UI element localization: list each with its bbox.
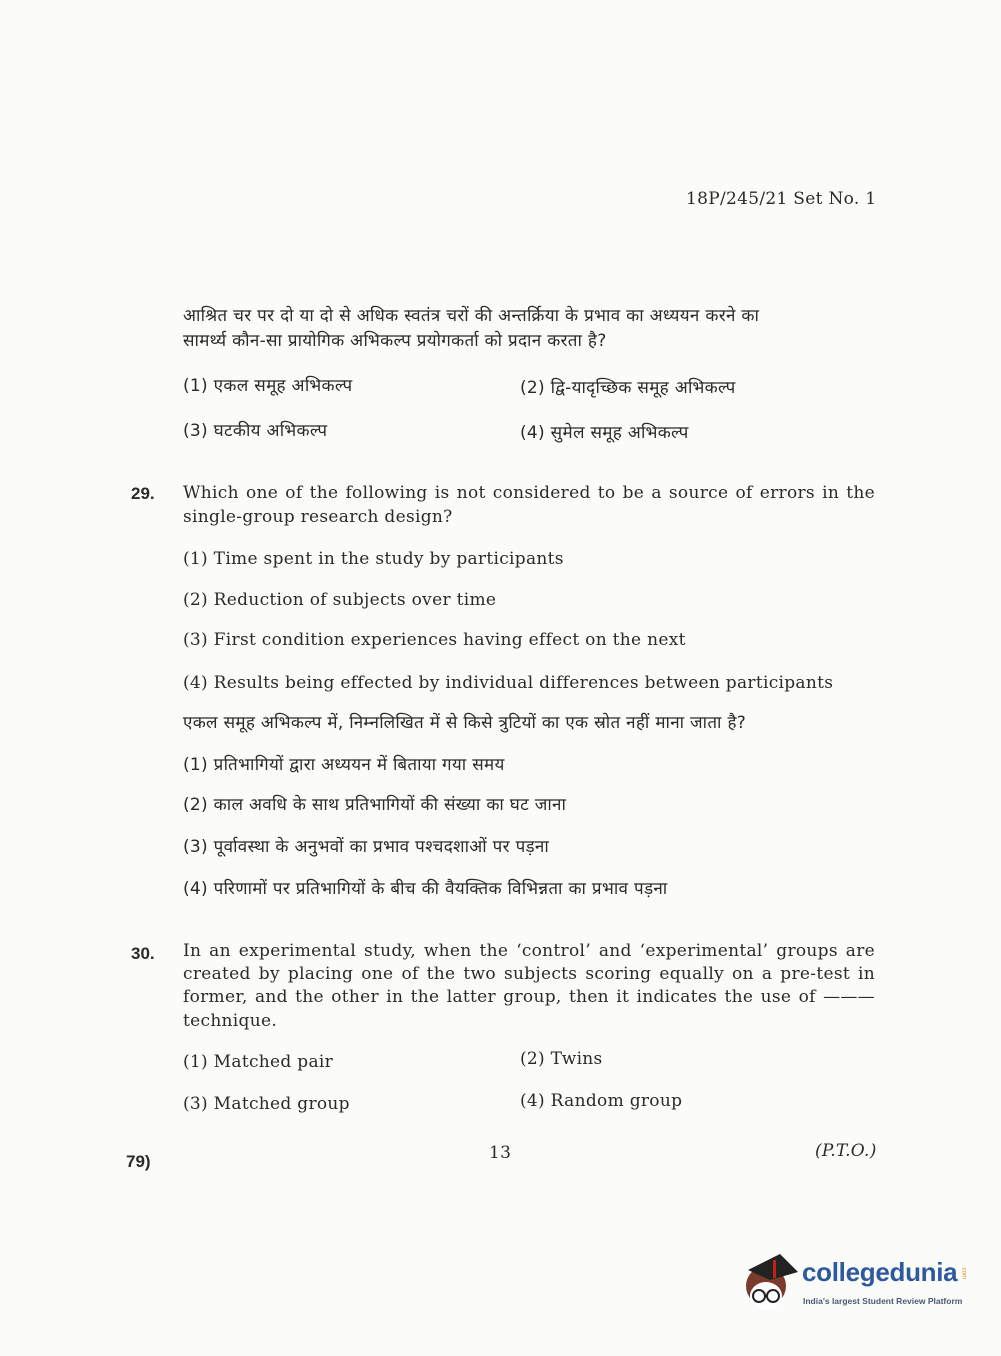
q29-line-1: Which one of the following is not considered to be a source of errors in the	[183, 483, 875, 503]
logo-brand-row	[802, 1256, 966, 1288]
q28-hindi-line-1: आश्रित चर पर दो या दो से अधिक स्वतंत्र चरों की अन्तर्क्रिया के प्रभाव का अध्ययन करने का	[183, 306, 760, 326]
q29-number: 29.	[131, 484, 155, 503]
q29-hindi-option-1: (1) प्रतिभागियों द्वारा अध्ययन में बिताया गया समय	[183, 755, 505, 775]
q29-option-1: (1) Time spent in the study by participants	[183, 549, 564, 569]
q30-number: 30.	[131, 944, 155, 963]
q29-option-4: (4) Results being effected by individual differences between participants	[183, 673, 834, 693]
q30-option-3: (3) Matched group	[183, 1094, 350, 1114]
q30-option-2: (2) Twins	[520, 1049, 603, 1069]
q28-hindi-option-1: (1) एकल समूह अभिकल्प	[183, 376, 353, 396]
q29-option-2: (2) Reduction of subjects over time	[183, 590, 497, 610]
q28-hindi-line-2: सामर्थ्य कौन-सा प्रायोगिक अभिकल्प प्रयोगकर्ता को प्रदान करता है?	[183, 331, 607, 351]
q29-hindi-option-3: (3) पूर्वावस्था के अनुभवों का प्रभाव पश्चदशाओं पर पड़ना	[183, 837, 550, 857]
page-number: 13	[489, 1143, 512, 1163]
footer-code: 79)	[126, 1152, 151, 1171]
q28-hindi-option-4: (4) सुमेल समूह अभिकल्प	[520, 423, 689, 443]
mascot-icon	[740, 1250, 800, 1320]
q29-option-3: (3) First condition experiences having effect on the next	[183, 630, 686, 650]
paper-code: 18P/245/21 Set No. 1	[686, 189, 877, 209]
q29-hindi-option-2: (2) काल अवधि के साथ प्रतिभागियों की संख्या का घट जाना	[183, 795, 567, 815]
logo-brand: collegedunia	[802, 1257, 958, 1287]
q30-option-1: (1) Matched pair	[183, 1052, 334, 1072]
q30-line-2: created by placing one of the two subjects scoring equally on a pre-test in	[183, 964, 875, 984]
logo-tagline: India's largest Student Review Platform	[803, 1296, 963, 1306]
collegedunia-logo	[740, 1250, 980, 1320]
pto-note: (P.T.O.)	[815, 1141, 877, 1161]
q28-hindi-option-3: (3) घटकीय अभिकल्प	[183, 421, 328, 441]
q30-option-4: (4) Random group	[520, 1091, 683, 1111]
q29-line-2: single-group research design?	[183, 507, 453, 527]
q30-line-1: In an experimental study, when the ‘control’ and ‘experimental’ groups are	[183, 941, 875, 961]
logo-domain: .com	[960, 1266, 967, 1280]
q29-hindi-question: एकल समूह अभिकल्प में, निम्नलिखित में से किसे त्रुटियों का एक स्रोत नहीं माना जाता है?	[183, 713, 747, 733]
q30-line-4: technique.	[183, 1011, 278, 1031]
q30-line-3: former, and the other in the latter group, then it indicates the use of ———	[183, 987, 875, 1007]
q28-hindi-option-2: (2) द्वि-यादृच्छिक समूह अभिकल्प	[520, 378, 736, 398]
q29-hindi-option-4: (4) परिणामों पर प्रतिभागियों के बीच की वैयक्तिक विभिन्नता का प्रभाव पड़ना	[183, 879, 668, 899]
